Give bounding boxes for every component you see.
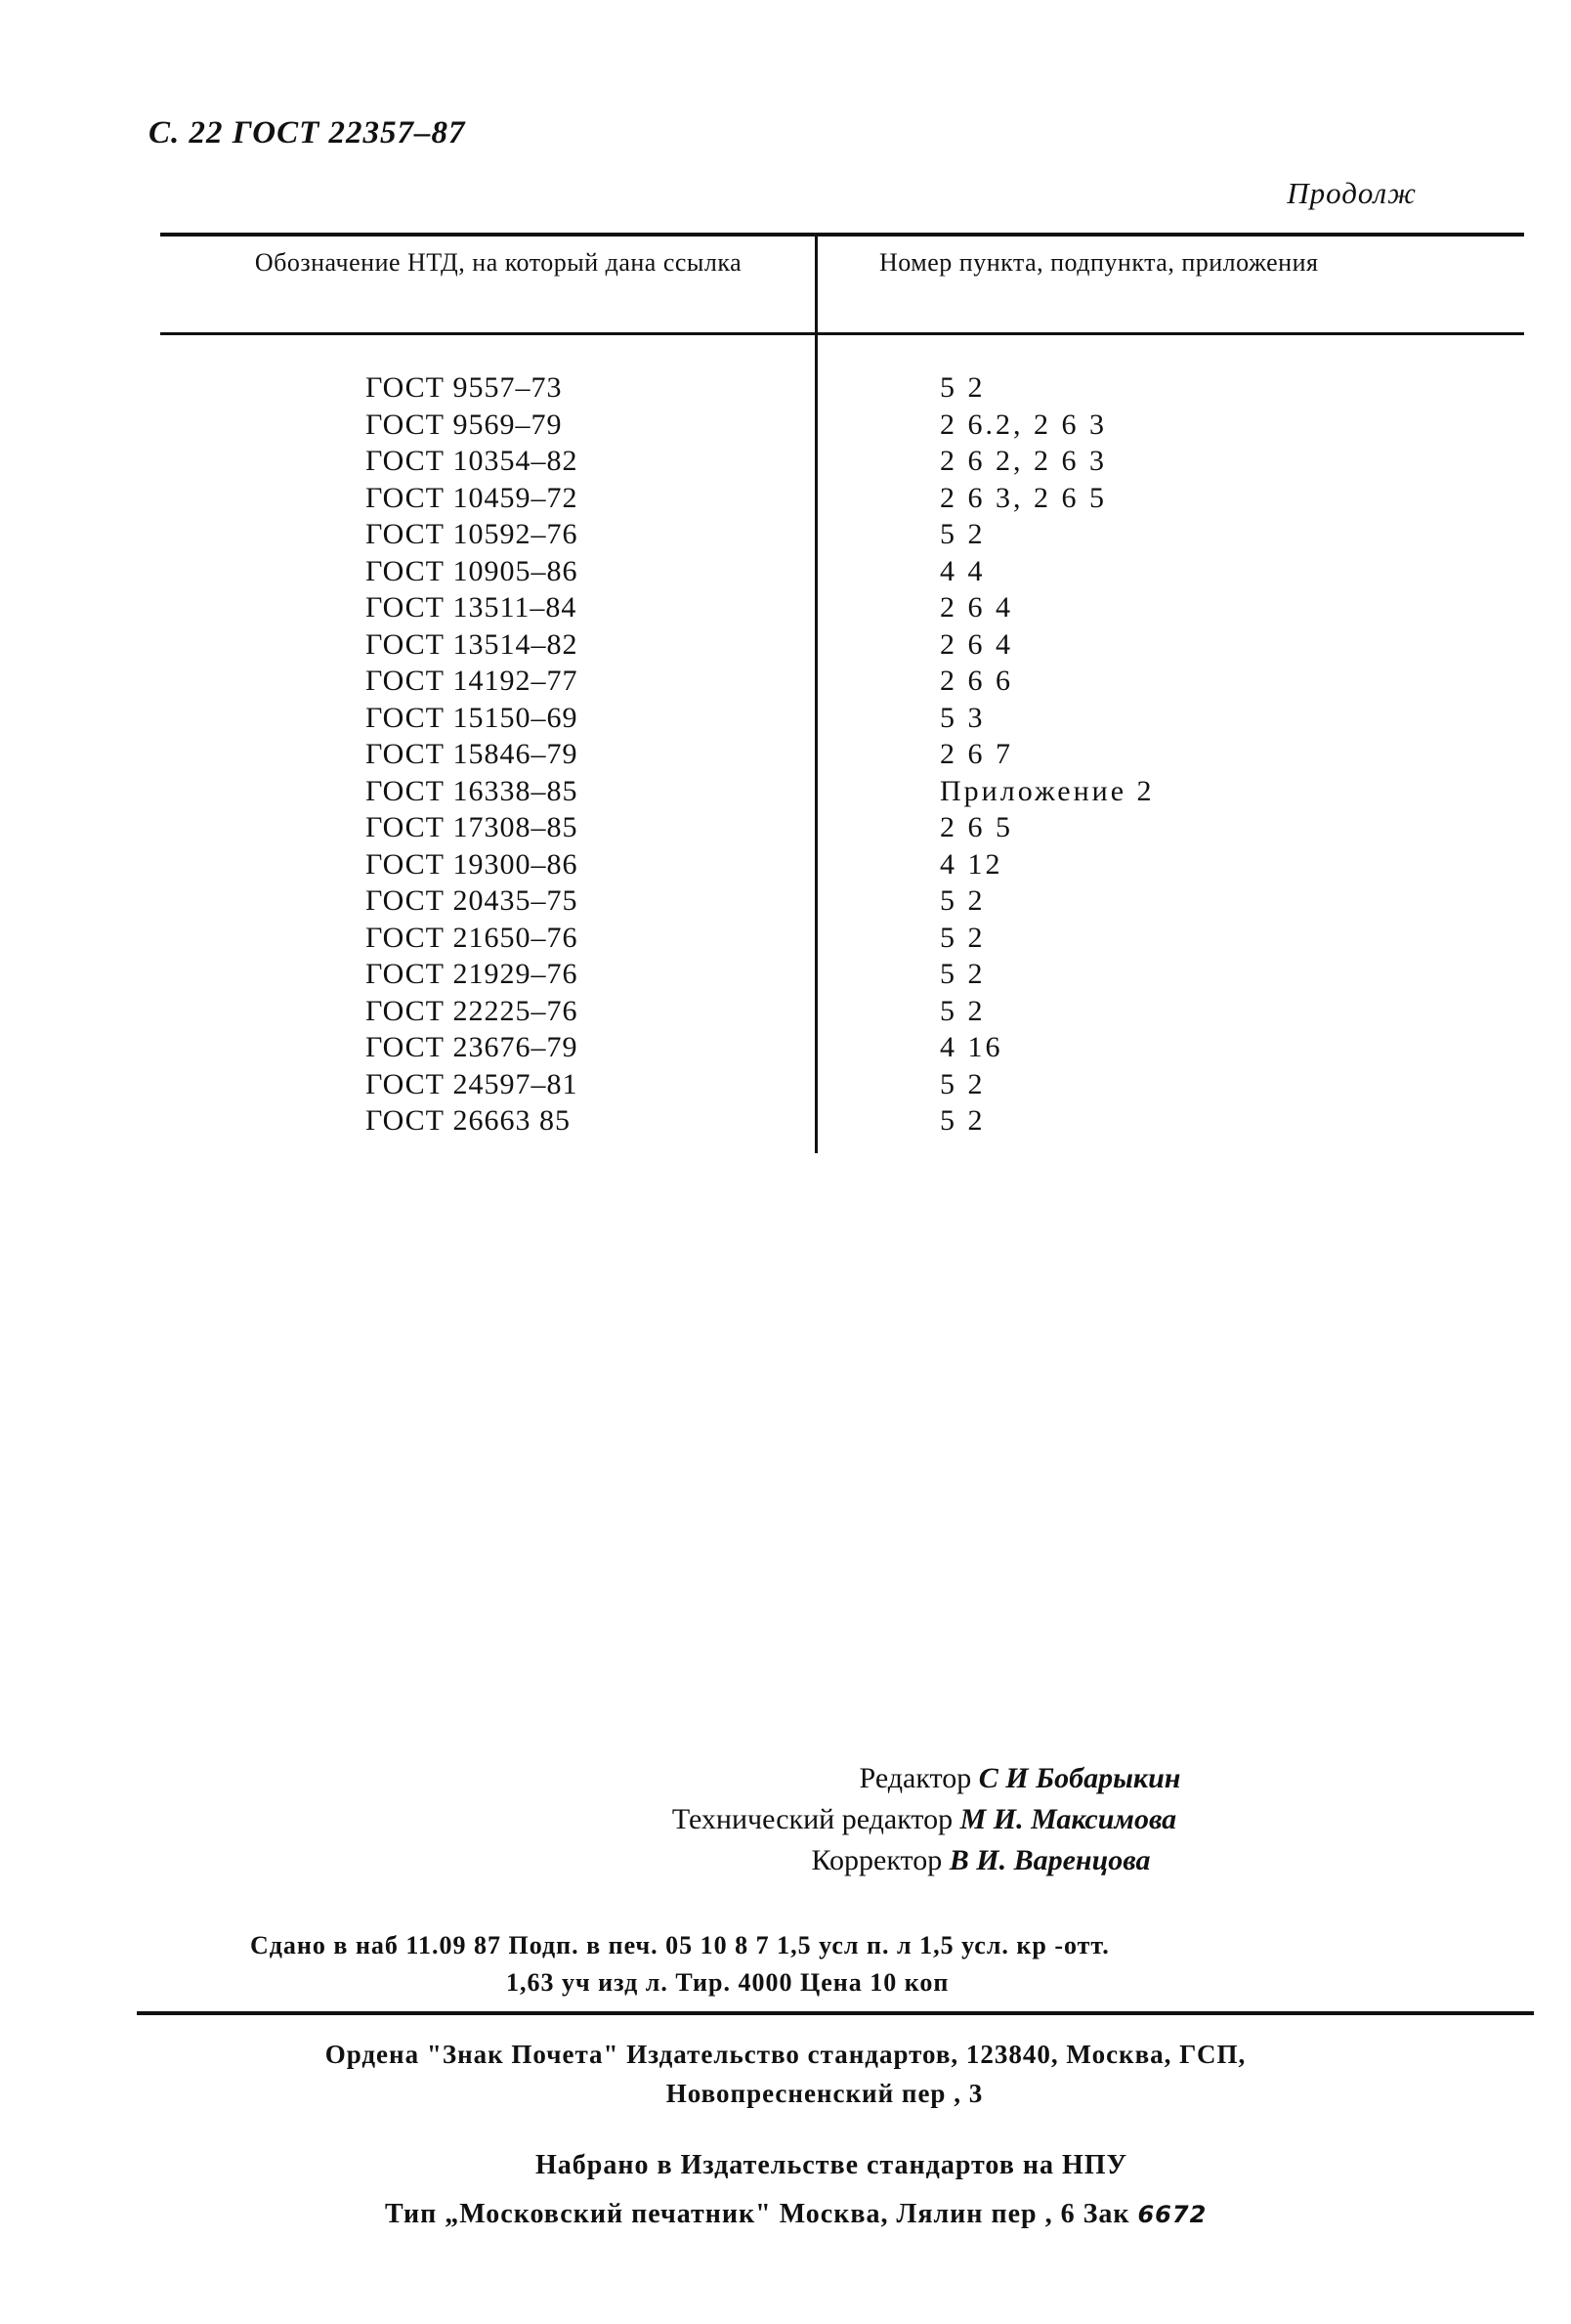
publisher-line-1: Ордена "Знак Почета" Издательство стандартов, 123840, Москва, ГСП,	[324, 2040, 1247, 2069]
table-row	[0, 516, 1571, 553]
document-designation: ГОСТ 10905–86	[365, 554, 578, 587]
table-row	[0, 736, 1571, 773]
clause-reference: 5 2	[940, 518, 986, 550]
document-designation: ГОСТ 9569–79	[365, 408, 563, 441]
document-designation: ГОСТ 14192–77	[365, 665, 578, 697]
clause-reference: 2 6 7	[940, 738, 1013, 770]
clause-reference: 4 12	[940, 847, 1003, 881]
document-designation: ГОСТ 16338–85	[365, 774, 578, 807]
tech-editor-line	[0, 1800, 1571, 1839]
table-row	[0, 480, 1571, 517]
table-row	[0, 369, 1571, 407]
clause-reference: 2 6 5	[940, 811, 1013, 843]
clause-reference: 2 6.2, 2 6 3	[940, 408, 1107, 441]
document-designation: ГОСТ 21929–76	[365, 958, 578, 990]
document-designation: ГОСТ 9557–73	[365, 371, 563, 404]
document-designation: ГОСТ 23676–79	[365, 1031, 578, 1063]
table-row	[0, 553, 1571, 590]
table-row	[0, 407, 1571, 444]
editor-name: С И Бобарыкин	[978, 1762, 1181, 1794]
typeset-line-2-text: Тип „Московский печатник" Москва, Лялин пер , 6 Зак	[385, 2199, 1130, 2229]
typeset-line-1: Набрано в Издательстве стандартов на НПУ	[535, 2150, 1128, 2180]
document-designation: ГОСТ 13514–82	[365, 627, 578, 661]
clause-reference: 2 6 3, 2 6 5	[940, 481, 1107, 514]
clause-reference: 4 16	[940, 1031, 1003, 1063]
table-top-rule	[160, 233, 1524, 237]
typeset-line-2	[385, 2199, 1207, 2230]
clause-reference: 5 2	[940, 884, 986, 917]
clause-reference: 5 2	[940, 1104, 986, 1137]
document-designation: ГОСТ 21650–76	[365, 921, 578, 954]
document-designation: ГОСТ 15150–69	[365, 701, 578, 734]
table-row	[0, 809, 1571, 846]
corrector-label: Корректор	[811, 1844, 943, 1876]
document-designation: ГОСТ 19300–86	[365, 847, 578, 881]
document-designation: ГОСТ 20435–75	[365, 884, 578, 917]
document-designation: ГОСТ 17308–85	[365, 811, 578, 843]
table-body	[0, 369, 1571, 1140]
corrector-name: В И. Варенцова	[949, 1844, 1151, 1876]
table-header-rule	[160, 332, 1524, 335]
page-header: С. 22 ГОСТ 22357–87	[149, 115, 466, 151]
table-row	[0, 663, 1571, 700]
document-designation: ГОСТ 24597–81	[365, 1067, 578, 1100]
table-row	[0, 626, 1571, 664]
document-designation: ГОСТ 15846–79	[365, 738, 578, 770]
clause-reference: 2 6 4	[940, 591, 1013, 624]
imprint-line-1: Сдано в наб 11.09 87 Подп. в печ. 05 10 8 7 1,5 усл п. л 1,5 усл. кр -отт.	[250, 1931, 1110, 1959]
document-designation: ГОСТ 10592–76	[365, 518, 578, 550]
clause-reference: 2 6 6	[940, 665, 1013, 697]
clause-reference: 4 4	[940, 554, 986, 587]
table-row	[0, 1029, 1571, 1066]
table-row	[0, 773, 1571, 810]
table-row	[0, 920, 1571, 957]
corrector-line	[0, 1841, 1571, 1880]
table-row	[0, 846, 1571, 883]
column-header-document: Обозначение НТД, на который дана ссылка	[254, 248, 743, 277]
clause-reference: 5 2	[940, 958, 986, 990]
clause-reference: 2 6 2, 2 6 3	[940, 445, 1107, 477]
editor-line	[0, 1759, 1571, 1798]
table-row	[0, 993, 1571, 1030]
table-row	[0, 443, 1571, 480]
document-designation: ГОСТ 10459–72	[365, 481, 578, 514]
imprint-divider	[137, 2011, 1534, 2015]
table-row	[0, 700, 1571, 737]
document-designation: ГОСТ 22225–76	[365, 994, 578, 1027]
clause-reference: 5 2	[940, 994, 986, 1027]
imprint-line-2: 1,63 уч изд л. Тир. 4000 Цена 10 коп	[506, 1968, 950, 1997]
clause-reference: 5 2	[940, 921, 986, 954]
clause-reference: 2 6 4	[940, 627, 1013, 661]
continuation-label: Продолж	[1287, 176, 1417, 210]
table-row	[0, 882, 1571, 920]
tech-editor-name: М И. Максимова	[959, 1803, 1177, 1835]
editor-label: Редактор	[859, 1762, 972, 1794]
table-row	[0, 589, 1571, 626]
document-designation: ГОСТ 26663 85	[365, 1104, 571, 1137]
clause-reference: 5 2	[940, 371, 986, 404]
document-designation: ГОСТ 13511–84	[365, 591, 577, 624]
table-row	[0, 956, 1571, 993]
clause-reference: 5 2	[940, 1067, 986, 1100]
clause-reference: 5 3	[940, 701, 986, 734]
table-row	[0, 1066, 1571, 1103]
clause-reference: Приложение 2	[940, 774, 1155, 807]
order-number: 6672	[1137, 2201, 1208, 2228]
tech-editor-label: Технический редактор	[671, 1803, 954, 1835]
publisher-line-2: Новопресненский пер , 3	[665, 2079, 984, 2108]
document-designation: ГОСТ 10354–82	[365, 445, 578, 477]
table-row	[0, 1102, 1571, 1140]
column-header-reference: Номер пункта, подпункта, приложения	[879, 248, 1319, 277]
